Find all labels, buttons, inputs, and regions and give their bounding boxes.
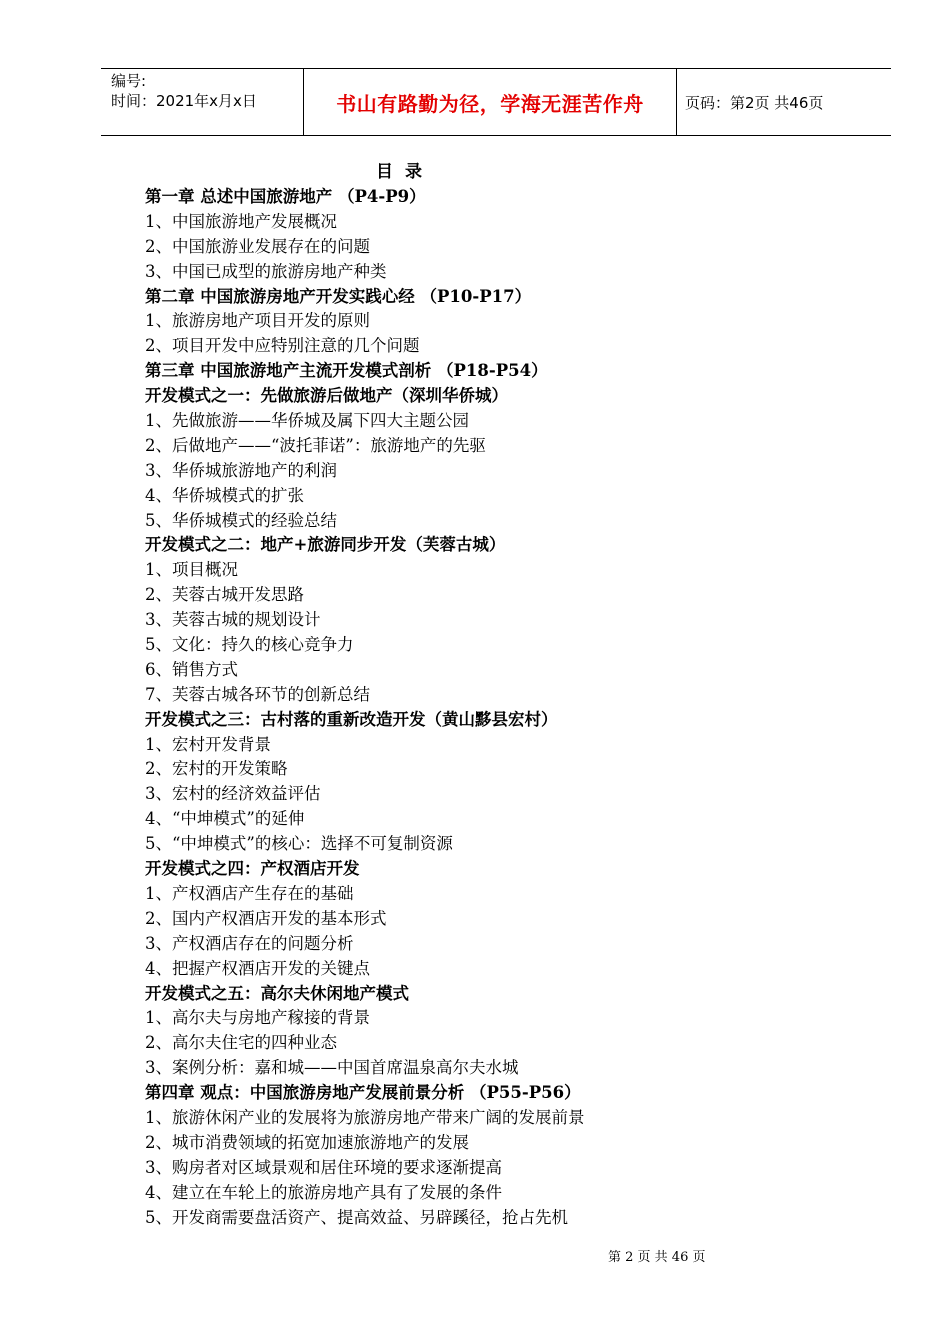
toc-entry: 3、华侨城旅游地产的利润 — [145, 460, 337, 480]
toc-entry: 1、旅游休闲产业的发展将为旅游房地产带来广阔的发展前景 — [145, 1107, 585, 1127]
toc-entry: 1、旅游房地产项目开发的原则 — [145, 311, 370, 331]
header-number-label: 编号: — [111, 72, 147, 90]
toc-entry: 2、后做地产——“波托菲诺”：旅游地产的先驱 — [145, 435, 486, 455]
toc-entry: 3、案例分析：嘉和城——中国首席温泉高尔夫水城 — [145, 1058, 519, 1078]
document-header — [101, 68, 891, 136]
toc-entry: 3、芙蓉古城的规划设计 — [145, 610, 321, 630]
header-time-label: 时间：2021年x月x日 — [111, 92, 257, 110]
toc-entry: 2、宏村的开发策略 — [145, 759, 288, 779]
toc-entry: 2、城市消费领域的拓宽加速旅游地产的发展 — [145, 1132, 469, 1152]
toc-entry: 2、国内产权酒店开发的基本形式 — [145, 908, 387, 928]
toc-entry: 3、产权酒店存在的问题分析 — [145, 933, 354, 953]
toc-entry: 2、项目开发中应特别注意的几个问题 — [145, 336, 420, 356]
toc-heading: 第三章 中国旅游地产主流开发模式剖析 （P18-P54） — [145, 361, 548, 381]
toc-entry: 7、芙蓉古城各环节的创新总结 — [145, 684, 370, 704]
toc-heading: 开发模式之二：地产+旅游同步开发（芙蓉古城） — [145, 535, 506, 555]
toc-entry: 3、中国已成型的旅游房地产种类 — [145, 261, 387, 281]
toc-entry: 4、华侨城模式的扩张 — [145, 485, 304, 505]
header-meta-cell — [101, 69, 304, 135]
toc-title: 目录 — [376, 162, 434, 182]
toc-heading: 开发模式之一：先做旅游后做地产（深圳华侨城） — [145, 386, 508, 406]
toc-entry: 1、宏村开发背景 — [145, 734, 271, 754]
toc-entry: 4、把握产权酒店开发的关键点 — [145, 958, 370, 978]
toc-entry: 1、中国旅游地产发展概况 — [145, 211, 337, 231]
toc-entry: 3、宏村的经济效益评估 — [145, 784, 321, 804]
toc-heading: 开发模式之三：古村落的重新改造开发（黄山黟县宏村） — [145, 709, 558, 729]
toc-entry: 4、建立在车轮上的旅游房地产具有了发展的条件 — [145, 1182, 502, 1202]
toc-entry: 1、产权酒店产生存在的基础 — [145, 883, 354, 903]
toc-entry: 2、高尔夫住宅的四种业态 — [145, 1033, 337, 1053]
header-page-info: 页码：第2页 共46页 — [685, 93, 824, 112]
toc-entry: 6、销售方式 — [145, 659, 238, 679]
toc-entry: 1、先做旅游——华侨城及属下四大主题公园 — [145, 411, 469, 431]
toc-entry: 2、中国旅游业发展存在的问题 — [145, 236, 370, 256]
toc-entry: 2、芙蓉古城开发思路 — [145, 585, 304, 605]
toc-entry: 5、文化：持久的核心竞争力 — [145, 635, 354, 655]
toc-entry: 1、项目概况 — [145, 560, 238, 580]
toc-entry: 5、“中坤模式”的核心：选择不可复制资源 — [145, 834, 453, 854]
toc-heading: 第二章 中国旅游房地产开发实践心经 （P10-P17） — [145, 286, 532, 306]
toc-entry: 5、开发商需要盘活资产、提高效益、另辟蹊径，抢占先机 — [145, 1207, 568, 1227]
toc-entry: 5、华侨城模式的经验总结 — [145, 510, 337, 530]
toc-lines — [145, 185, 845, 1230]
header-motto: 书山有路勤为径，学海无涯苦作舟 — [304, 69, 677, 135]
toc-heading: 第一章 总述中国旅游地产 （P4-P9） — [145, 187, 426, 206]
toc-entry: 1、高尔夫与房地产稼接的背景 — [145, 1008, 370, 1028]
toc-entry: 3、购房者对区域景观和居住环境的要求逐渐提高 — [145, 1157, 502, 1177]
table-of-contents — [145, 160, 845, 1230]
toc-heading: 开发模式之五：高尔夫休闲地产模式 — [145, 983, 409, 1003]
toc-heading: 第四章 观点：中国旅游房地产发展前景分析 （P55-P56） — [145, 1083, 581, 1103]
toc-heading: 开发模式之四：产权酒店开发 — [145, 859, 360, 879]
page-footer: 第 2 页 共 46 页 — [608, 1250, 706, 1265]
toc-entry: 4、“中坤模式”的延伸 — [145, 809, 305, 829]
